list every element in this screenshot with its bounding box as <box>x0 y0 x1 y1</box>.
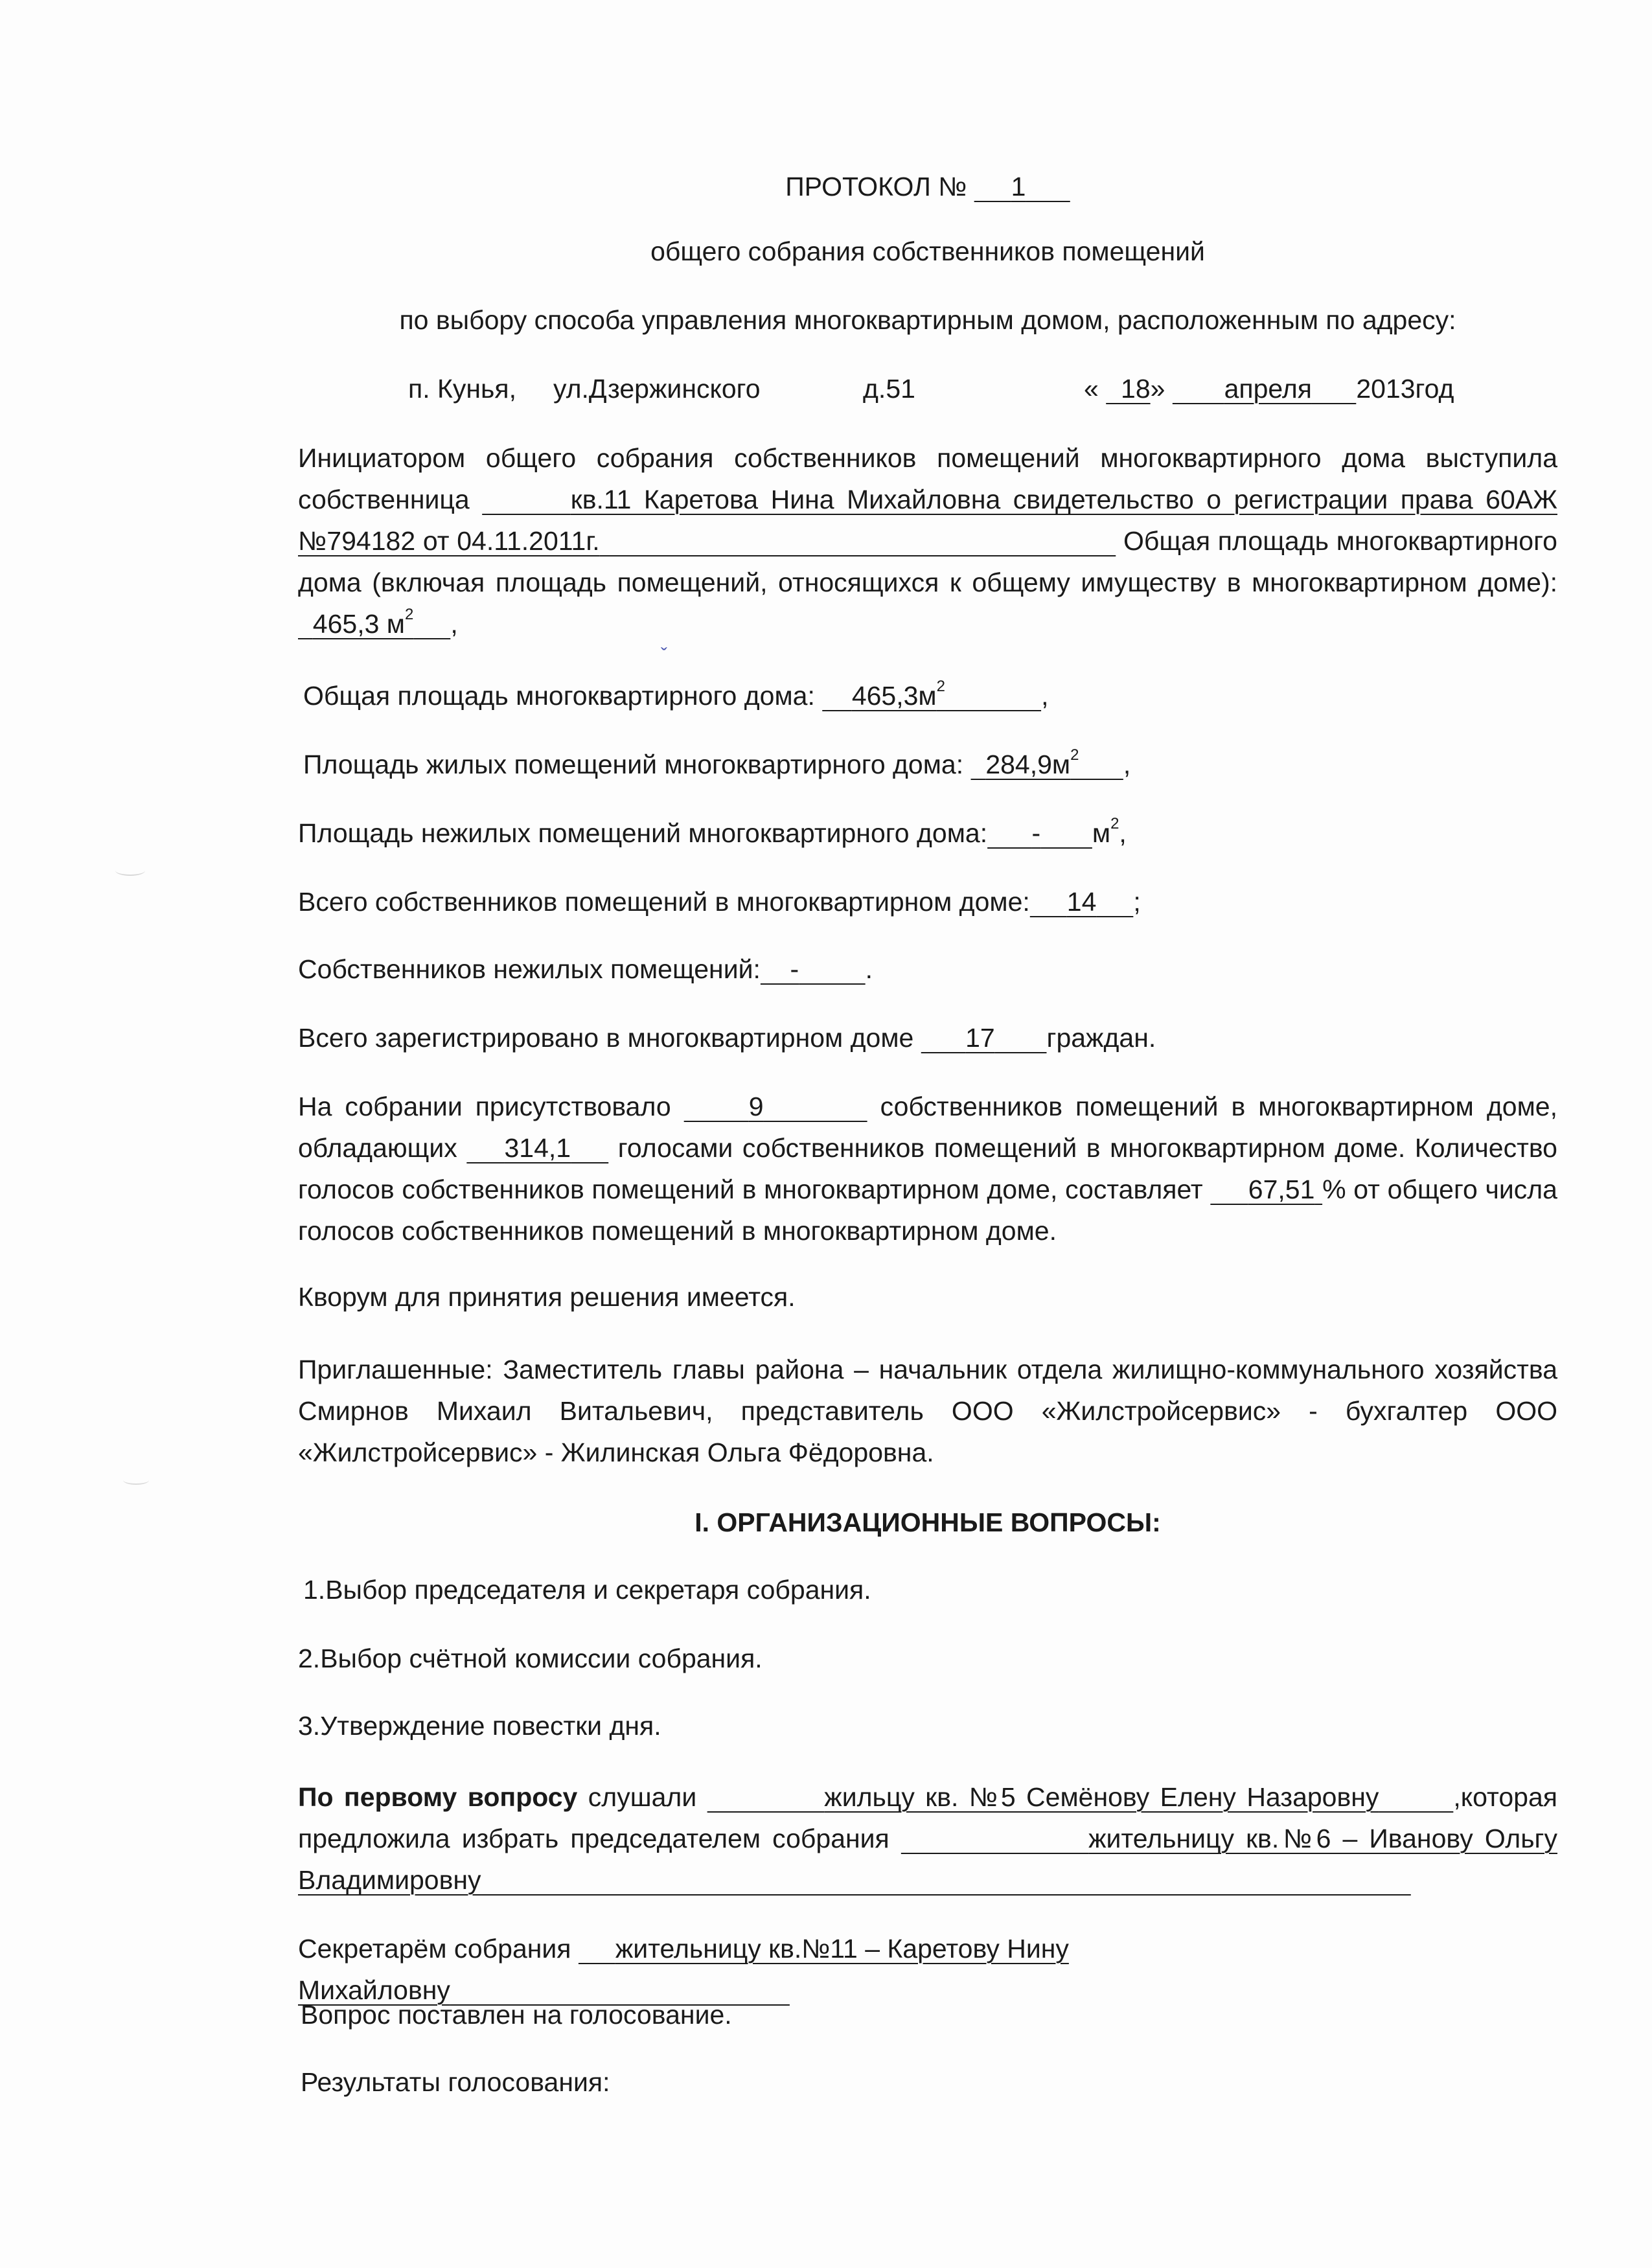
owners-total-line: Всего собственников помещений в многоквартирном доме: 14 ; <box>298 887 1141 917</box>
ink-mark: ˇ <box>661 645 667 666</box>
protocol-number: 1 <box>1011 172 1026 201</box>
scan-artifact <box>115 865 145 876</box>
chair-name: жительницу кв.№6 – Иванову Ольгу Владимировну <box>298 1824 1558 1895</box>
living-area-line: Площадь жилых помещений многоквартирного дома: $284,9м^2$ , <box>303 746 1131 779</box>
vote-results-line: Результаты голосования: <box>301 2067 610 2097</box>
secretary-line: Секретарём собрания жительницу кв.№11 – Каретову Нину Михайловну <box>298 1934 1069 2005</box>
initiator-area-value: 465,3 м <box>312 609 405 639</box>
address-settlement: п. Кунья, <box>408 374 516 404</box>
votes-count: 314,1 <box>504 1133 571 1163</box>
protocol-title: ПРОТОКОЛ № 1 <box>298 166 1557 207</box>
address-house: д.51 <box>863 374 915 404</box>
scan-artifact <box>123 1476 149 1485</box>
agenda-item-2: 2.Выбор счётной комиссии собрания. <box>298 1644 763 1673</box>
present-count: 9 <box>748 1092 764 1121</box>
vote-put-line: Вопрос поставлен на голосование. <box>301 2000 732 2030</box>
initiator-paragraph: Инициатором общего собрания собственников помещений многоквартирного дома выступила собственница кв.11 Каретова Нина Михайловна свидетельство о регистрации права 60АЖ №794182 от 04.11.2011г. Общая площадь многоквартирного дома (включая площадь помещений, относящихся к общему имуществу в многоквартирном доме): 465,3 $м^2$ , <box>298 443 1557 639</box>
votes-percent: 67,51 <box>1248 1174 1315 1204</box>
agenda-item-3: 3.Утверждение повестки дня. <box>298 1711 661 1741</box>
address-street: ул.Дзержинского <box>553 374 761 404</box>
total-area-line: Общая площадь многоквартирного дома: $465,3м^2$ , <box>303 678 1049 711</box>
meeting-date: « 18» апреля 2013год <box>1084 374 1454 404</box>
section-title: I. ОРГАНИЗАЦИОННЫЕ ВОПРОСЫ: <box>694 1507 1161 1537</box>
initiator-owner: кв.11 Каретова Нина Михайловна свидетельство о регистрации права 60АЖ №794182 от 04.11.2011г. <box>298 485 1557 556</box>
agenda-item-1: 1.Выбор председателя и секретаря собрания. <box>303 1575 871 1605</box>
protocol-subtitle: общего собрания собственников помещений <box>650 236 1205 266</box>
owners-nonliving-line: Собственников нежилых помещений: - . <box>298 954 873 984</box>
nonliving-area-line: Площадь нежилых помещений многоквартирного дома: - $м^2$, <box>298 815 1127 848</box>
attendance-paragraph: На собрании присутствовало 9 собственников помещений в многоквартирном доме, обладающих 314,1 голосами собственников помещений в многоквартирном доме. Количество голосов собственников помещений в многоквартирном доме, составляет 67,51 % от общего числа голосов собственников помещений в многоквартирном доме. <box>298 1092 1557 1246</box>
registered-line: Всего зарегистрировано в многоквартирном доме 17 граждан. <box>298 1023 1156 1053</box>
first-question-paragraph: По первому вопросу слушали жильцу кв. №5 Семёнову Елену Назаровну ,которая предложила избрать председателем собрания жительницу кв.№6 – Иванову Ольгу Владимировну <box>298 1782 1558 1895</box>
quorum-line: Кворум для принятия решения имеется. <box>298 1282 796 1312</box>
speaker-name: жильцу кв. №5 Семёнову Елену Назаровну <box>824 1782 1379 1812</box>
protocol-purpose: по выбору способа управления многоквартирным домом, расположенным по адресу: <box>399 305 1456 335</box>
invited-paragraph: Приглашенные: Заместитель главы района – начальник отдела жилищно-коммунального хозяйства Смирнов Михаил Витальевич, представитель ООО «Жилстройсервис» - бухгалтер ООО «Жилстройсервис» - Жилинская Ольга Фёдоровна. <box>298 1355 1557 1467</box>
secretary-name: жительницу кв.№11 – Каретову Нину Михайловну <box>298 1934 1069 2005</box>
